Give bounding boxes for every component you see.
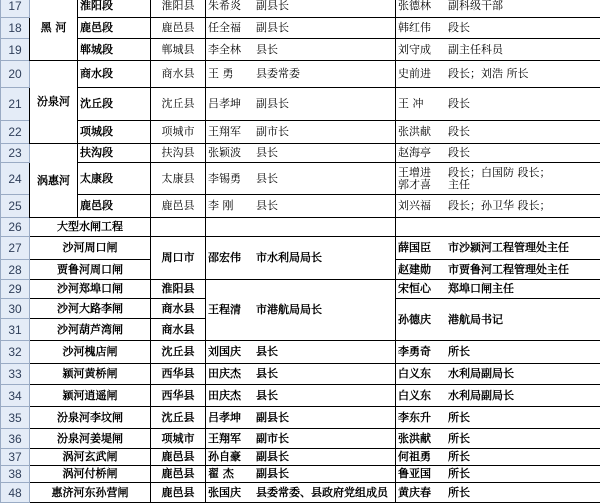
table-row [1, 163, 600, 195]
admin-leader: 朱希炎 副县长 [206, 0, 396, 18]
technical-leader: 白义东 水利局副局长 [396, 364, 600, 385]
table-row [1, 39, 600, 61]
sluice-name: 沙河郑埠口闸 [30, 280, 151, 299]
admin-leader: 任全福 副县长 [206, 18, 396, 39]
row-header[interactable]: 37 [1, 449, 30, 466]
admin-leader: 李 刚 县长 [206, 195, 396, 218]
technical-leader: 刘兴福 段长；孙卫华 段长； [396, 195, 600, 218]
section-name: 扶沟段 [78, 144, 151, 163]
row-header[interactable]: 18 [1, 18, 30, 39]
county-name: 商水县 [151, 61, 206, 88]
table-row [1, 429, 600, 449]
technical-leader: 韩红伟 段长 [396, 18, 600, 39]
table-row [1, 61, 600, 88]
row-header[interactable]: 33 [1, 364, 30, 385]
empty-cell [151, 218, 206, 237]
row-header[interactable]: 32 [1, 341, 30, 364]
row-header[interactable]: 48 [1, 483, 30, 503]
sluice-name: 沙河槐店闸 [30, 341, 151, 364]
row-header[interactable]: 34 [1, 385, 30, 407]
table-row [1, 466, 600, 483]
section-name: 鹿邑段 [78, 18, 151, 39]
technical-leader: 何祖勇 所长 [396, 449, 600, 466]
county-name: 西华县 [151, 385, 206, 407]
technical-leader: 薛国臣 市沙颍河工程管理处主任 [396, 237, 600, 260]
river-name: 涡惠河 [30, 144, 78, 218]
county-name: 鹿邑县 [151, 466, 206, 483]
section-name: 鹿邑段 [78, 195, 151, 218]
table-row [1, 483, 600, 503]
section-name: 淮阳段 [78, 0, 151, 18]
admin-leader: 张国庆 县委常委、县政府党组成员 [206, 483, 396, 503]
table-row [1, 341, 600, 364]
sluice-name: 颍河黄桥闸 [30, 364, 151, 385]
sluice-name: 沙河葫芦湾闸 [30, 319, 151, 341]
row-header[interactable]: 31 [1, 319, 30, 341]
row-header[interactable]: 23 [1, 144, 30, 163]
empty-cell [206, 218, 396, 237]
admin-leader: 孙自豪 副县长 [206, 449, 396, 466]
row-header[interactable]: 24 [1, 163, 30, 195]
sluice-name: 涡河付桥闸 [30, 466, 151, 483]
technical-leader: 孙德庆 港航局书记 [396, 299, 600, 341]
technical-leader: 张洪献 段长 [396, 121, 600, 144]
admin-leader: 王翔军 副市长 [206, 121, 396, 144]
row-header[interactable]: 20 [1, 61, 30, 88]
table-row [1, 88, 600, 121]
sluice-name: 汾泉河李坟闸 [30, 407, 151, 429]
county-name: 鹿邑县 [151, 195, 206, 218]
admin-leader: 李全林 县长 [206, 39, 396, 61]
row-header[interactable]: 29 [1, 280, 30, 299]
admin-leader: 吕孝坤 副县长 [206, 88, 396, 121]
county-name: 淮阳县 [151, 0, 206, 18]
table-row [1, 449, 600, 466]
technical-leader: 史前进 段长；刘浩 所长 [396, 61, 600, 88]
county-name: 商水县 [151, 299, 206, 319]
row-header[interactable]: 36 [1, 429, 30, 449]
admin-leader: 翟 杰 副县长 [206, 466, 396, 483]
county-name: 周口市 [151, 237, 206, 280]
table-row [1, 280, 600, 299]
admin-leader: 邵宏伟 市水利局局长 [206, 237, 396, 280]
county-name: 扶沟县 [151, 144, 206, 163]
section-name: 郸城段 [78, 39, 151, 61]
sluice-name: 涡河玄武闸 [30, 449, 151, 466]
county-name: 淮阳县 [151, 280, 206, 299]
admin-leader: 刘国庆 县长 [206, 341, 396, 364]
technical-leader: 张德林 副科级干部 [396, 0, 600, 18]
county-name: 项城市 [151, 121, 206, 144]
technical-leader: 张洪献 所长 [396, 429, 600, 449]
sluice-name: 沙河大路李闸 [30, 299, 151, 319]
county-name: 郸城县 [151, 39, 206, 61]
table-row [1, 18, 600, 39]
technical-leader: 宋恒心 郑埠口闸主任 [396, 280, 600, 299]
technical-leader: 李勇奇 所长 [396, 341, 600, 364]
admin-leader: 李锡勇 县长 [206, 163, 396, 195]
technical-leader: 赵建勋 市贾鲁河工程管理处主任 [396, 260, 600, 280]
county-name: 太康县 [151, 163, 206, 195]
table-row [1, 144, 600, 163]
county-name: 沈丘县 [151, 341, 206, 364]
county-name: 沈丘县 [151, 88, 206, 121]
technical-leader: 黄庆春 所长 [396, 483, 600, 503]
county-name: 鹿邑县 [151, 449, 206, 466]
sluice-name: 沙河周口闸 [30, 237, 151, 260]
sluice-name: 颍河逍遥闸 [30, 385, 151, 407]
row-header[interactable]: 25 [1, 195, 30, 218]
section-name: 太康段 [78, 163, 151, 195]
river-name: 黑 河 [30, 0, 78, 61]
row-header[interactable]: 27 [1, 237, 30, 260]
row-header[interactable]: 35 [1, 407, 30, 429]
table-row [1, 218, 600, 237]
admin-leader: 吕孝坤 副县长 [206, 407, 396, 429]
county-name: 西华县 [151, 364, 206, 385]
technical-leader: 刘守成 副主任科员 [396, 39, 600, 61]
row-header[interactable]: 21 [1, 88, 30, 121]
admin-leader: 王 勇 县委常委 [206, 61, 396, 88]
table-row [1, 237, 600, 260]
county-name: 鹿邑县 [151, 18, 206, 39]
technical-leader: 王增进 段长；白国防 段长； 郭才喜 主任 [396, 163, 600, 195]
section-name: 项城段 [78, 121, 151, 144]
row-header[interactable]: 38 [1, 466, 30, 483]
admin-leader: 田庆杰 县长 [206, 385, 396, 407]
sluice-name: 贾鲁河周口闸 [30, 260, 151, 280]
row-header[interactable]: 28 [1, 260, 30, 280]
admin-leader: 王翔军 副市长 [206, 429, 396, 449]
table-row [1, 385, 600, 407]
section-name: 商水段 [78, 61, 151, 88]
county-name: 项城市 [151, 429, 206, 449]
sluice-name: 汾泉河姜堤闸 [30, 429, 151, 449]
admin-leader: 田庆杰 县长 [206, 364, 396, 385]
technical-leader: 李东升 所长 [396, 407, 600, 429]
river-name: 汾泉河 [30, 61, 78, 144]
technical-leader: 王 冲 段长 [396, 88, 600, 121]
table-row [1, 407, 600, 429]
table-row [1, 121, 600, 144]
admin-leader: 王程清 市港航局局长 [206, 280, 396, 341]
technical-leader: 赵海亭 段长 [396, 144, 600, 163]
admin-leader: 张颖波 县长 [206, 144, 396, 163]
county-name: 沈丘县 [151, 407, 206, 429]
sluice-name: 惠济河东孙营闸 [30, 483, 151, 503]
technical-leader: 鲁亚国 所长 [396, 466, 600, 483]
row-header[interactable]: 22 [1, 121, 30, 144]
table-row [1, 0, 600, 18]
row-header[interactable]: 19 [1, 39, 30, 61]
row-header[interactable]: 30 [1, 299, 30, 319]
row-header[interactable]: 26 [1, 218, 30, 237]
technical-leader: 白义东 水利局副局长 [396, 385, 600, 407]
county-name: 鹿邑县 [151, 483, 206, 503]
empty-cell [396, 218, 600, 237]
table-row [1, 195, 600, 218]
table-row [1, 364, 600, 385]
section-name: 沈丘段 [78, 88, 151, 121]
row-header[interactable]: 17 [1, 0, 30, 18]
section-heading: 大型水闸工程 [30, 218, 151, 237]
county-name: 商水县 [151, 319, 206, 341]
